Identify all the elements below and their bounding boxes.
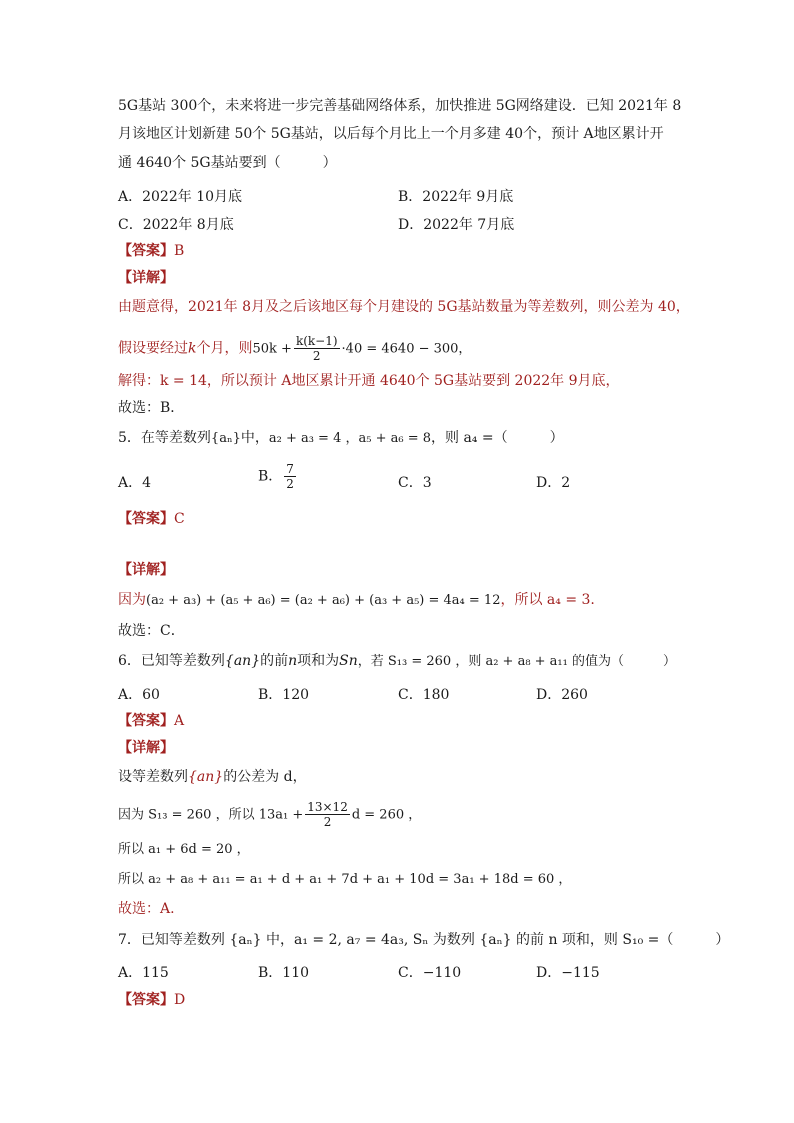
- q5-detail-line-1: [118, 590, 595, 611]
- formula-part: 因为 S₁₃ = 260 ，所以 13a₁ +: [118, 807, 304, 823]
- fraction: [284, 462, 296, 491]
- q7-stem: 7．已知等差数列 {aₙ} 中，a₁ = 2, a₇ = 4a₃, Sₙ 为数列 {aₙ} 的前 n 项和，则 S₁₀ =（ ）: [118, 932, 730, 948]
- stem-text: 中，: [240, 430, 269, 446]
- answer-value: B: [174, 243, 185, 259]
- q4-option-a: A．2022年 10月底: [118, 189, 243, 205]
- q4-intro-line-3: 通 4640个 5G基站要到（ ）: [118, 155, 337, 171]
- stem-text: ，则 a₄ =（ ）: [431, 430, 564, 446]
- q6-option-d: D．260: [536, 687, 588, 703]
- q6-stem: [118, 651, 676, 672]
- stem-text: 项和为: [297, 653, 340, 669]
- q6-detail-line-4: 所以 a₂ + a₈ + a₁₁ = a₁ + d + a₁ + 7d + a₁ + 10d = 3a₁ + 18d = 60 ，: [118, 872, 572, 887]
- q6-detail-line-2: [118, 800, 421, 829]
- stem-text: 5．在等差数列: [118, 430, 211, 446]
- q6-option-b: B．120: [258, 687, 310, 703]
- q4-detail-line-3: 解得：k = 14，所以预计 A地区累计开通 4640个 5G基站要到 2022年 9月底，: [118, 373, 620, 389]
- fraction-numerator: 13×12: [307, 800, 348, 814]
- q4-intro-line-1: 5G基站 300个，未来将进一步完善基础网络体系，加快推进 5G网络建设．已知 2021年 8: [118, 98, 682, 114]
- q7-option-c: C．−110: [398, 965, 462, 981]
- formula-part: 50k +: [252, 341, 292, 357]
- fraction-numerator: k(k−1): [295, 334, 338, 348]
- q5-option-b: [258, 462, 298, 491]
- q5-option-d: D．2: [536, 475, 571, 491]
- formula-part: ·40 = 4640 − 300，: [341, 341, 472, 357]
- answer-value: C: [174, 511, 185, 527]
- q7-option-d: D．−115: [536, 965, 600, 981]
- answer-label: 【答案】: [118, 243, 174, 259]
- answer-label: 【答案】: [118, 713, 174, 729]
- q4-detail-label: 【详解】: [118, 270, 174, 286]
- q5-answer: [118, 509, 185, 529]
- q4-detail-line-2: [118, 334, 471, 363]
- variable-k: k: [188, 340, 197, 357]
- q6-answer: [118, 711, 184, 731]
- detail-text: 设等差数列: [118, 769, 188, 785]
- fraction-numerator: 7: [286, 462, 294, 476]
- q6-option-c: C．180: [398, 687, 450, 703]
- fraction-denominator: 2: [286, 477, 294, 491]
- sequence: {aₙ}: [210, 431, 241, 446]
- answer-value: A: [174, 713, 185, 729]
- variable-sn: Sn: [339, 653, 358, 669]
- option-letter: B．: [258, 468, 283, 485]
- detail-text: 个月，则: [196, 340, 253, 357]
- detail-text: 假设要经过: [118, 340, 188, 357]
- q6-detail-label: 【详解】: [118, 740, 174, 756]
- q7-answer: [118, 990, 185, 1010]
- q6-detail-line-1: [118, 767, 307, 787]
- fraction: [294, 334, 340, 363]
- answer-label: 【答案】: [118, 511, 174, 527]
- fraction: [305, 800, 350, 829]
- q4-conclusion: 故选：B．: [118, 400, 185, 416]
- q6-conclusion: 故选：A.: [118, 901, 175, 917]
- q5-option-c: C．3: [398, 475, 432, 491]
- stem-text: 的前: [260, 653, 289, 669]
- q5-conclusion: 故选：C．: [118, 623, 185, 639]
- q7-option-b: B．110: [258, 965, 310, 981]
- sequence: {an}: [188, 769, 224, 785]
- stem-text: 6．已知等差数列: [118, 653, 225, 669]
- q5-option-a: A．4: [118, 475, 152, 491]
- q4-option-c: C．2022年 8月底: [118, 217, 234, 233]
- detail-text: ，所以 a₄ = 3.: [500, 592, 595, 608]
- q4-answer: [118, 241, 184, 261]
- sequence: {an}: [224, 653, 261, 669]
- variable-n: n: [288, 653, 298, 669]
- fraction-denominator: 2: [323, 815, 332, 829]
- q5-detail-label: 【详解】: [118, 562, 174, 578]
- q4-option-b: B．2022年 9月底: [398, 189, 514, 205]
- condition: ，若 S₁₃ = 260 ，则 a₂ + a₈ + a₁₁ 的值为（ ）: [357, 654, 676, 669]
- formula-part: d = 260 ，: [351, 807, 422, 823]
- q5-stem: [118, 428, 564, 449]
- answer-label: 【答案】: [118, 992, 174, 1008]
- q6-detail-line-3: 所以 a₁ + 6d = 20 ，: [118, 842, 250, 857]
- answer-value: D: [174, 992, 186, 1008]
- q4-option-d: D．2022年 7月底: [398, 217, 515, 233]
- q4-detail-line-1: 由题意得，2021年 8月及之后该地区每个月建设的 5G基站数量为等差数列，则公差为 40，: [118, 299, 690, 315]
- detail-text: 的公差为 d，: [223, 769, 307, 785]
- formula: (a₂ + a₃) + (a₅ + a₆) = (a₂ + a₆) + (a₃ + a₅) = 4a₄ = 12: [146, 593, 501, 608]
- q6-option-a: A．60: [118, 687, 160, 703]
- q7-option-a: A．115: [118, 965, 169, 981]
- q4-intro-line-2: 月该地区计划新建 50个 5G基站，以后每个月比上一个月多建 40个，预计 A地区累计开: [118, 126, 664, 142]
- detail-text: 因为: [118, 592, 146, 608]
- fraction-denominator: 2: [312, 349, 321, 363]
- condition: a₂ + a₃ = 4 ，a₅ + a₆ = 8: [268, 431, 431, 446]
